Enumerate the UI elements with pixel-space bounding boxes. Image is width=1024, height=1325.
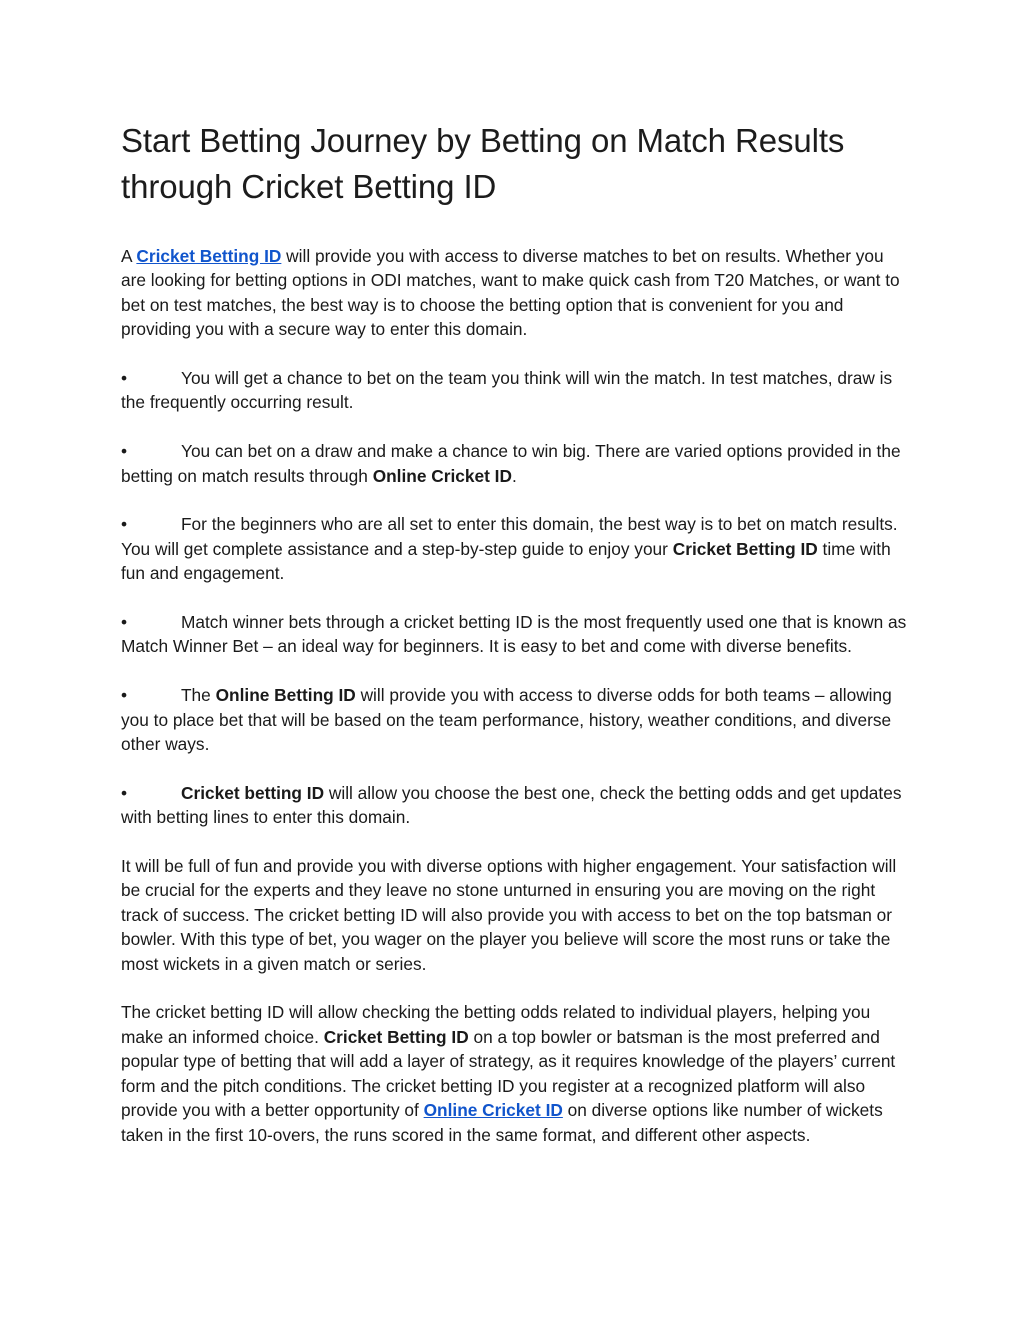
bullet-item-4: [121, 610, 911, 659]
bullet-text-end: will allow you choose the best one, check the betting odds and get updates with betting lines to enter this domain.: [121, 782, 902, 828]
bullet-bold-term: Online Cricket ID: [372, 465, 512, 486]
bullet-marker: •: [121, 685, 128, 706]
intro-text-end: will provide you with access to diverse matches to bet on results. Whether you are looking for betting options in ODI matches, want to make quick cash from T20 Matches, or want to bet on test matches, the best way is to choose the betting option that is convenient for you and providing you with a secure way to enter this domain.: [121, 246, 900, 340]
bullet-bold-term: Cricket Betting ID: [672, 538, 818, 559]
bullet-text: You can bet on a draw and make a chance to win big. There are varied options provided in the betting on match results through: [121, 441, 901, 486]
page-title: Start Betting Journey by Betting on Match Results through Cricket Betting ID: [121, 122, 845, 205]
para2-text-start: The cricket betting ID will allow checking the betting odds related to individual players, helping you make an informed choice.: [121, 1002, 871, 1047]
cricket-betting-id-link[interactable]: Cricket Betting ID: [136, 246, 282, 266]
intro-text-start: A: [121, 246, 137, 266]
bullet-text: The: [181, 685, 216, 706]
bullet-marker: •: [121, 441, 128, 462]
para2-text-middle: on a top bowler or batsman is the most preferred and popular type of betting that will add a layer of strategy, as it requires knowledge of the players’ current form and the pitch conditions. The cricket betting ID you register at a recognized platform will also provide you with a better opportunity of: [121, 1026, 896, 1121]
bullet-bold-term: Online Betting ID: [215, 685, 356, 706]
bullet-item-1: [121, 366, 911, 415]
para2-bold-term: Cricket Betting ID: [323, 1026, 469, 1047]
bullet-bold-term: Cricket betting ID: [181, 782, 325, 803]
bullet-text-end: time with fun and engagement.: [121, 538, 891, 584]
bullet-item-3: [121, 512, 911, 585]
bullet-item-2: [121, 439, 911, 488]
bullet-marker: •: [121, 612, 128, 633]
bullet-text-end: .: [511, 465, 517, 486]
body-paragraph-1: It will be full of fun and provide you with diverse options with higher engagement. Your satisfaction will be crucial for the experts and they leave no stone unturned in ensuring you are moving on the right track of success. The cricket betting ID will also provide you with access to bet on the top batsman or bowler. With this type of bet, you wager on the player you believe will score the most runs or take the most wickets in a given match or series.: [121, 856, 897, 974]
bullet-text: You will get a chance to bet on the team you think will win the match. In test matches, draw is the frequently occurring result.: [121, 368, 893, 413]
online-cricket-id-link[interactable]: Online Cricket ID: [423, 1100, 563, 1121]
bullet-marker: •: [121, 514, 128, 535]
bullet-text-end: will provide you with access to diverse odds for both teams – allowing you to place bet that will be based on the team performance, history, weather conditions, and diverse other ways.: [121, 685, 892, 755]
bullet-marker: •: [121, 368, 128, 389]
bullet-text: Match winner bets through a cricket betting ID is the most frequently used one that is known as Match Winner Bet – an ideal way for beginners. It is easy to bet and come with diverse benefits.: [121, 612, 907, 657]
bullet-marker: •: [121, 782, 128, 803]
para2-text-end: on diverse options like number of wickets taken in the first 10-overs, the runs scored in the same format, and different other aspects.: [121, 1100, 883, 1145]
intro-paragraph: [121, 244, 911, 342]
bullet-item-5: [121, 683, 911, 756]
document-page: [121, 118, 911, 1171]
bullet-text: For the beginners who are all set to enter this domain, the best way is to bet on match results. You will get complete assistance and a step-by-step guide to enjoy your: [121, 514, 898, 559]
body-paragraph-2: [121, 1000, 911, 1146]
bullet-item-6: [121, 781, 911, 830]
